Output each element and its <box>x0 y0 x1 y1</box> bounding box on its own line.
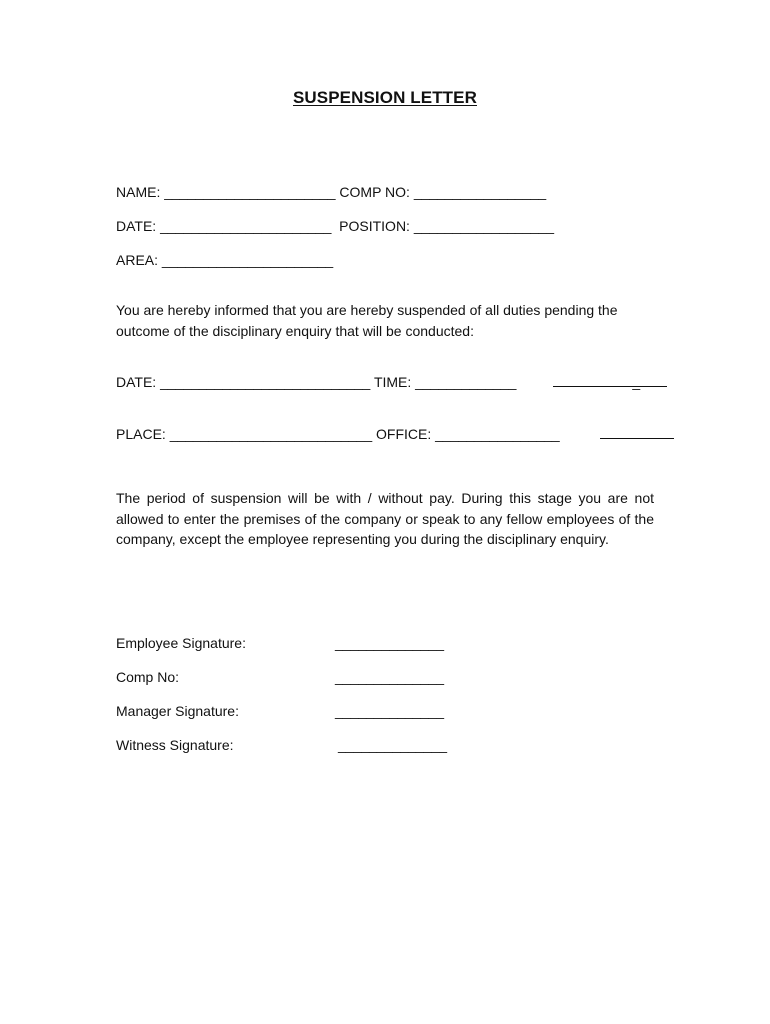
manager-signature-blank: ______________ <box>335 703 445 719</box>
intro-paragraph: You are hereby informed that you are hereby suspended of all duties pending the outcome of the disciplinary enquiry that will be conducted: <box>116 302 618 339</box>
enquiry-date-time-tail: _ <box>632 374 641 390</box>
document-title: SUSPENSION LETTER <box>292 88 477 107</box>
area-line: AREA: ______________________ <box>116 252 334 268</box>
employee-signature-blank: ______________ <box>335 635 445 651</box>
date-position-line: DATE: ______________________ POSITION: __________________ <box>116 218 554 234</box>
comp-no-blank: ______________ <box>335 669 445 685</box>
employee-signature-label: Employee Signature: <box>116 635 246 651</box>
witness-signature-blank: ______________ <box>338 737 448 753</box>
witness-signature-label: Witness Signature: <box>116 737 234 753</box>
time-extension-rule <box>553 386 667 387</box>
manager-signature-label: Manager Signature: <box>116 703 239 719</box>
name-compno-line: NAME: ______________________ COMP NO: _________________ <box>116 184 547 200</box>
enquiry-place-office-line: PLACE: __________________________ OFFICE: ________________ <box>116 426 560 442</box>
period-paragraph: The period of suspension will be with / without pay. During this stage you are not allowed to enter the premises of the company or speak to any fellow employees of the company, except the employee representing you during the disciplinary enquiry. <box>116 490 654 547</box>
comp-no-label: Comp No: <box>116 669 180 685</box>
enquiry-date-time-text: DATE: ___________________________ TIME: _____________ <box>116 374 517 390</box>
enquiry-date-time-line <box>116 373 640 391</box>
office-extension-rule <box>600 438 674 439</box>
